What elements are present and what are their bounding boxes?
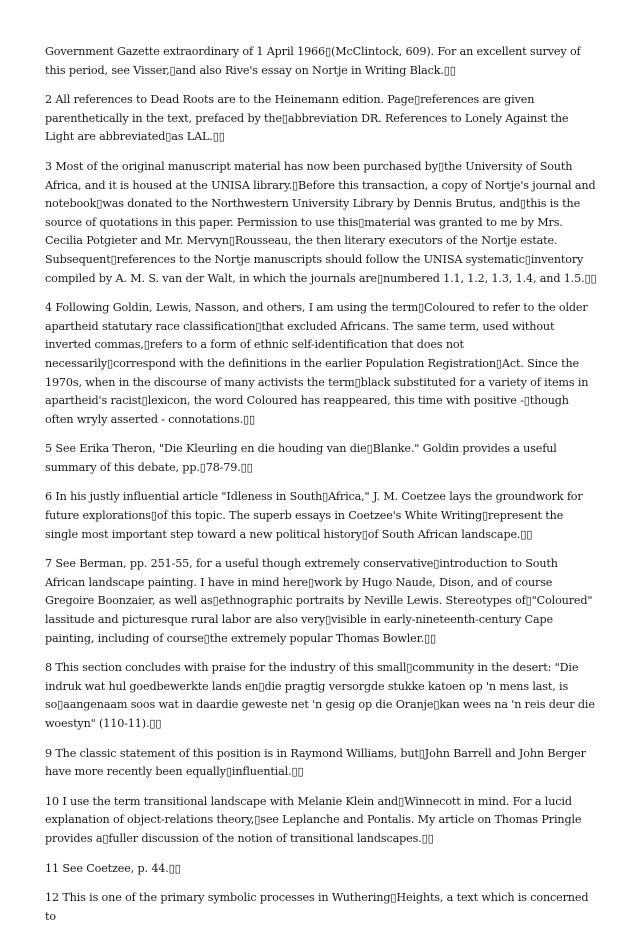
footnote-1: Government Gazette extraordinary of 1 April 1966▯(McClintock, 609). For an excellent survey of this period, see Visser,▯and also Rive's essay on Nortje in Writing Black.▯▯ <box>45 45 581 77</box>
footnote-8: 8 This section concludes with praise for the industry of this small▯community in the desert: "Die indruk wat hul goedbewerkte lands en▯die pragtig versorgde stukke katoen op 'n mens last, is so▯aangenaam soos wat in daardie geweste net 'n gesig op die Oranje▯kan wees na 'n reis deur die woestyn" (110-11).▯▯ <box>45 661 595 730</box>
footnotes-page <box>45 43 598 937</box>
footnote-4: 4 Following Goldin, Lewis, Nasson, and others, I am using the term▯Coloured to refer to the older apartheid statutary race classification▯that excluded Africans. The same term, used without inverted commas,▯refers to a form of ethnic self-identification that does not necessarily▯correspond with the definitions in the earlier Population Registration▯Act. Since the 1970s, when in the discourse of many activists the term▯black substituted for a variety of items in apartheid's racist▯lexicon, the word Coloured has reappeared, this time with positive -▯though often wryly asserted - connotations.▯▯ <box>45 301 589 426</box>
footnote-7: 7 See Berman, pp. 251-55, for a useful though extremely conservative▯introduction to South African landscape painting. I have in mind here▯work by Hugo Naude, Dison, and of course Gregoire Boonzaier, as well as▯ethnographic portraits by Neville Lewis. Stereotypes of▯"Coloured" lassitude and picturesque rural labor are also very▯visible in early-nineteenth-century Cape painting, including of course▯the extremely popular Thomas Bowler.▯▯ <box>45 557 593 645</box>
footnote-2: 2 All references to Dead Roots are to the Heinemann edition. Page▯references are given parenthetically in the text, prefaced by the▯abbreviation DR. References to Lonely Against the Light are abbreviated▯as LAL.▯▯ <box>45 93 569 144</box>
footnote-5: 5 See Erika Theron, "Die Kleurling en die houding van die▯Blanke." Goldin provides a useful summary of this debate, pp.▯78-79.▯▯ <box>45 442 557 474</box>
footnote-3: 3 Most of the original manuscript material has now been purchased by▯the University of South Africa, and it is housed at the UNISA library.▯Before this transaction, a copy of Nortje's journal and notebook▯was donated to the Northwestern University Library by Dennis Brutus, and▯this is the source of quotations in this paper. Permission to use this▯material was granted to me by Mrs. Cecilia Potgieter and Mr. Mervyn▯Rousseau, the then literary executors of the Nortje estate. Subsequent▯references to the Nortje manuscripts should follow the UNISA systematic▯inventory compiled by A. M. S. van der Walt, in which the journals are▯numbered 1.1, 1.2, 1.3, 1.4, and 1.5.▯▯ <box>45 159 597 285</box>
footnote-12: 12 This is one of the primary symbolic processes in Wuthering▯Heights, a text which is concerned to <box>45 891 589 923</box>
footnote-9: 9 The classic statement of this position is in Raymond Williams, but▯John Barrell and John Berger have more recently been equally▯influential.▯▯ <box>45 746 586 779</box>
footnote-11: 11 See Coetzee, p. 44.▯▯ <box>45 861 181 875</box>
footnote-6: 6 In his justly influential article "Idleness in South▯Africa," J. M. Coetzee lays the groundwork for future explorations▯of this topic. The superb essays in Coetzee's White Writing▯represent the single most important step toward a new political history▯of South African landscape.▯▯ <box>45 490 583 541</box>
footnote-10: 10 I use the term transitional landscape with Melanie Klein and▯Winnecott in mind. For a lucid explanation of object-relations theory,▯see Leplanche and Pontalis. My article on Thomas Pringle provides a▯fuller discussion of the notion of transitional landscapes.▯▯ <box>45 794 582 845</box>
